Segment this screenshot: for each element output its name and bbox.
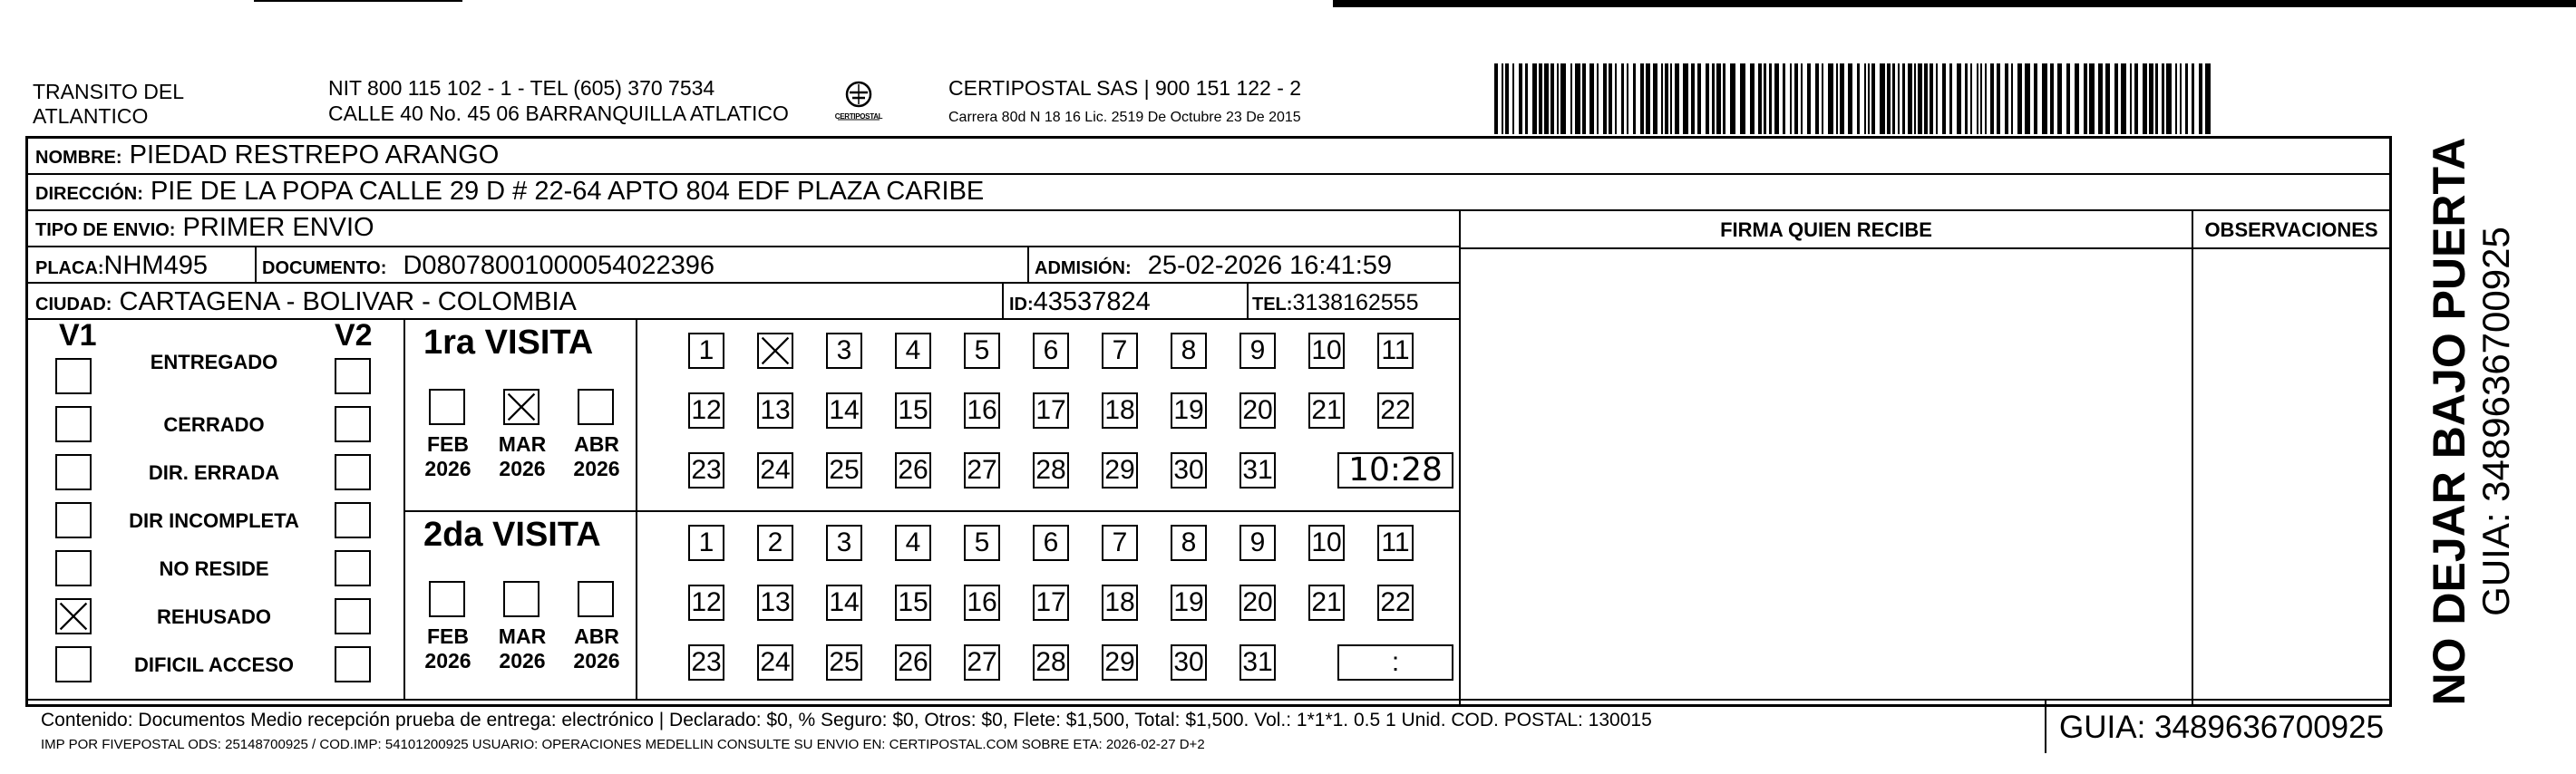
day-checkbox[interactable]: 28: [1033, 644, 1069, 681]
day-checkbox[interactable]: 20: [1239, 585, 1276, 621]
day-checkbox[interactable]: 17: [1033, 392, 1069, 429]
month-name: ABR: [574, 432, 619, 456]
barcode-bar: [2192, 63, 2194, 134]
contenido-line: Contenido: Documentos Medio recepción prueba de entrega: electrónico | Declarado: $0, % Seguro: $0, Otros: $0, Flete: $1,500, Total: $1,500. Vol.: 1*1*1. 0.5 1 Unid. COD. POSTAL: 130015: [41, 710, 1652, 730]
barcode-bar: [2166, 63, 2172, 134]
barcode-bar: [1512, 63, 1514, 134]
tel-value: 3138162555: [1292, 290, 1419, 315]
barcode-bar: [2017, 63, 2022, 134]
day-checkbox[interactable]: 27: [964, 644, 1000, 681]
month-name: ABR: [574, 624, 619, 648]
placa-label: PLACA:: [35, 258, 104, 278]
barcode-bar: [1840, 63, 1844, 134]
month-label: [494, 624, 550, 673]
day-checkbox[interactable]: 7: [1102, 525, 1138, 561]
id-value: 43537824: [1033, 287, 1151, 316]
barcode-bar: [1539, 63, 1542, 134]
license-line: Carrera 80d N 18 16 Lic. 2519 De Octubre 23 De 2015: [948, 110, 1301, 125]
barcode-bar: [2180, 63, 2182, 134]
barcode-bar: [1769, 63, 1772, 134]
barcode-bar: [1560, 63, 1566, 134]
barcode-bar: [1621, 63, 1624, 134]
time-field[interactable]: [1337, 644, 1453, 681]
nombre-row: [28, 139, 2389, 175]
barcode-bar: [2121, 63, 2126, 134]
day-checkbox[interactable]: 14: [826, 392, 862, 429]
day-checkbox[interactable]: 4: [895, 333, 931, 369]
day-checkbox[interactable]: 11: [1377, 525, 1414, 561]
day-checkbox[interactable]: 7: [1102, 333, 1138, 369]
barcode-bar: [1990, 63, 1994, 134]
status-label: DIR. ERRADA: [148, 461, 280, 484]
barcode-bar: [1670, 63, 1672, 134]
month-checkbox[interactable]: [503, 581, 540, 617]
entity-name: TRANSITO DEL ATLANTICO: [33, 80, 184, 128]
month-checkbox[interactable]: [503, 389, 540, 425]
id-divider: [1002, 284, 1004, 320]
status-divider: [403, 320, 405, 699]
barcode-bar: [1807, 63, 1811, 134]
tel-divider: [1247, 284, 1249, 320]
admision-label: ADMISIÓN:: [1035, 258, 1132, 278]
visit-title: 2da VISITA: [423, 516, 601, 554]
top-border-right: [1333, 0, 2576, 7]
barcode-bar: [1930, 63, 1933, 134]
month-label: [569, 432, 625, 481]
month-checkbox[interactable]: [578, 389, 614, 425]
day-checkbox[interactable]: 24: [757, 644, 793, 681]
barcode-bar: [1570, 63, 1572, 134]
ciudad-label: CIUDAD:: [35, 295, 112, 314]
barcode-bar: [1918, 63, 1922, 134]
barcode-bar: [1828, 63, 1833, 134]
barcode-bar: [1887, 63, 1891, 134]
status-v1-checkbox[interactable]: [55, 406, 92, 442]
day-checkbox[interactable]: 19: [1171, 585, 1207, 621]
tipo-row: [28, 211, 1459, 247]
month-checkbox[interactable]: [429, 581, 465, 617]
barcode-bar: [1868, 63, 1870, 134]
entity-nit: NIT 800 115 102 - 1 - TEL (605) 370 7534: [328, 76, 715, 100]
barcode-bar: [1633, 63, 1636, 134]
tel-label: TEL:: [1252, 295, 1293, 314]
documento-label: DOCUMENTO:: [262, 258, 387, 278]
month-name: FEB: [427, 624, 469, 648]
barcode-bar: [1949, 63, 1952, 134]
barcode-bar: [1880, 63, 1885, 134]
barcode-bar: [2005, 63, 2008, 134]
admision-value: 25-02-2026 16:41:59: [1147, 251, 1393, 280]
day-checkbox[interactable]: 13: [757, 585, 793, 621]
documento-cell: [262, 249, 714, 285]
side-guia: GUIA: 3489636700925: [2474, 227, 2517, 616]
day-checkbox[interactable]: 30: [1171, 644, 1207, 681]
month-year: 2026: [424, 457, 471, 480]
month-checkbox[interactable]: [578, 581, 614, 617]
day-checkbox[interactable]: 18: [1102, 585, 1138, 621]
footer-guia-divider: [2045, 699, 2046, 753]
barcode-bar: [2089, 63, 2095, 134]
visit-separator: [403, 510, 1459, 512]
nombre-label: NOMBRE:: [35, 148, 122, 168]
barcode-bar: [1822, 63, 1823, 134]
barcode-bar: [1980, 63, 1982, 134]
day-checkbox[interactable]: 31: [1239, 452, 1276, 489]
observaciones-header: OBSERVACIONES: [2204, 218, 2378, 241]
status-v1-checkbox[interactable]: [55, 454, 92, 490]
barcode-bar: [1603, 63, 1607, 134]
day-checkbox[interactable]: 29: [1102, 452, 1138, 489]
barcode-bar: [2134, 63, 2138, 134]
day-checkbox[interactable]: 10: [1308, 333, 1345, 369]
day-checkbox[interactable]: 31: [1239, 644, 1276, 681]
v2-header: V2: [335, 318, 373, 353]
barcode-bar: [1697, 63, 1701, 134]
status-v1-checkbox[interactable]: [55, 358, 92, 394]
placa-cell: [35, 249, 208, 285]
barcode-bar: [2199, 63, 2202, 134]
day-checkbox[interactable]: 11: [1377, 333, 1414, 369]
barcode-bar: [2042, 63, 2047, 134]
direccion-label: DIRECCIÓN:: [35, 184, 143, 204]
month-year: 2026: [499, 649, 546, 672]
barcode-bar: [1914, 63, 1916, 134]
day-checkbox[interactable]: 25: [826, 644, 862, 681]
barcode-bar: [1794, 63, 1798, 134]
barcode-bar: [1848, 63, 1852, 134]
nombre-value: PIEDAD RESTREPO ARANGO: [129, 140, 500, 169]
entity-address: CALLE 40 No. 45 06 BARRANQUILLA ATLATICO: [328, 102, 789, 125]
barcode-bar: [1691, 63, 1695, 134]
barcode-bar: [2105, 63, 2110, 134]
day-checkbox[interactable]: 29: [1102, 644, 1138, 681]
top-border-left: [254, 0, 462, 2]
time-value: 10:28: [1348, 451, 1443, 489]
placa-value: NHM495: [103, 251, 208, 280]
barcode-bar: [1836, 63, 1838, 134]
day-checkbox[interactable]: 6: [1033, 333, 1069, 369]
time-value: :: [1391, 647, 1400, 677]
status-label: CERRADO: [163, 413, 265, 436]
day-checkbox[interactable]: 13: [757, 392, 793, 429]
firma-header: FIRMA QUIEN RECIBE: [1720, 218, 1932, 241]
barcode-bar: [1902, 63, 1905, 134]
status-label: DIFICIL ACCESO: [133, 653, 294, 676]
day-checkbox[interactable]: 5: [964, 333, 1000, 369]
id-cell: [1009, 285, 1151, 321]
barcode-bar: [2155, 63, 2158, 134]
day-checkbox[interactable]: 12: [688, 585, 724, 621]
barcode-bar: [1936, 63, 1938, 134]
day-checkbox[interactable]: 30: [1171, 452, 1207, 489]
day-checkbox[interactable]: 1: [688, 333, 724, 369]
day-checkbox[interactable]: 21: [1308, 392, 1345, 429]
day-checkbox[interactable]: 3: [826, 333, 862, 369]
barcode-bar: [2011, 63, 2013, 134]
day-checkbox[interactable]: 21: [1308, 585, 1345, 621]
barcode-bar: [1665, 63, 1668, 134]
barcode-bar: [1550, 63, 1554, 134]
barcode-bar: [1646, 63, 1650, 134]
day-checkbox[interactable]: 5: [964, 525, 1000, 561]
barcode-bar: [2205, 63, 2211, 134]
barcode-bar: [2050, 63, 2054, 134]
barcode-bar: [2075, 63, 2079, 134]
month-label: [420, 432, 476, 481]
barcode-bar: [1774, 63, 1779, 134]
barcode-bar: [1627, 63, 1628, 134]
barcode-bar: [2066, 63, 2070, 134]
barcode-bar: [1525, 63, 1528, 134]
barcode-bar: [1730, 63, 1735, 134]
month-name: MAR: [498, 624, 547, 648]
barcode-bar: [1924, 63, 1928, 134]
barcode-bar: [2185, 63, 2188, 134]
day-checkbox[interactable]: 9: [1239, 333, 1276, 369]
status-v2-checkbox[interactable]: [335, 550, 371, 586]
month-name: MAR: [498, 432, 547, 456]
barcode-bar: [1557, 63, 1559, 134]
tipo-label: TIPO DE ENVIO:: [35, 220, 176, 240]
tipo-value: PRIMER ENVIO: [182, 213, 374, 242]
barcode-bar: [1505, 63, 1509, 134]
day-checkbox[interactable]: 22: [1377, 585, 1414, 621]
imp-line: IMP POR FIVEPOSTAL ODS: 25148700925 / COD.IMP: 54101200925 USUARIO: OPERACIONES MEDELLIN CONSULTE SU ENVIO EN: CERTIPOSTAL.COM SOBRE ETA: 2026-02-27 D+2: [41, 737, 1205, 752]
status-v2-checkbox[interactable]: [335, 358, 371, 394]
footer-line: [28, 699, 2389, 701]
obs-left-border: [2192, 211, 2193, 706]
barcode-bar: [1532, 63, 1537, 134]
barcode-bar: [2149, 63, 2153, 134]
day-checkbox[interactable]: 18: [1102, 392, 1138, 429]
day-checkbox[interactable]: 26: [895, 452, 931, 489]
logo-text: CERTIPOSTAL: [834, 112, 883, 121]
status-label: ENTREGADO: [150, 351, 278, 373]
day-checkbox[interactable]: 19: [1171, 392, 1207, 429]
day-checkbox[interactable]: [757, 333, 793, 369]
day-checkbox[interactable]: 26: [895, 644, 931, 681]
day-checkbox[interactable]: 8: [1171, 525, 1207, 561]
barcode-bar: [1857, 63, 1860, 134]
barcode-bar: [2162, 63, 2164, 134]
ciudad-value: CARTAGENA - BOLIVAR - COLOMBIA: [119, 287, 577, 316]
barcode-bar: [1977, 63, 1978, 134]
barcode-bar: [1609, 63, 1612, 134]
firma-area[interactable]: [1463, 251, 2188, 704]
barcode-bar: [2057, 63, 2062, 134]
admision-cell: [1035, 249, 1392, 285]
barcode-bar: [1653, 63, 1657, 134]
visit-divider: [636, 320, 637, 699]
direccion-value: PIE DE LA POPA CALLE 29 D # 22-64 APTO 804 EDF PLAZA CARIBE: [150, 177, 985, 206]
admision-divider: [1027, 247, 1029, 284]
day-checkbox[interactable]: 22: [1377, 392, 1414, 429]
barcode-bar: [2130, 63, 2132, 134]
id-label: ID:: [1009, 295, 1034, 314]
barcode-bar: [1815, 63, 1819, 134]
status-v2-checkbox[interactable]: [335, 598, 371, 634]
barcode-bar: [2034, 63, 2037, 134]
day-checkbox[interactable]: 28: [1033, 452, 1069, 489]
day-checkbox[interactable]: 16: [964, 585, 1000, 621]
barcode-bar: [1706, 63, 1709, 134]
day-checkbox[interactable]: 9: [1239, 525, 1276, 561]
day-checkbox[interactable]: 27: [964, 452, 1000, 489]
direccion-row: [28, 175, 2389, 211]
month-year: 2026: [573, 457, 620, 480]
barcode-bar: [1716, 63, 1721, 134]
barcode-bar: [1892, 63, 1895, 134]
barcode-bar: [1502, 63, 1503, 134]
barcode-bar: [1801, 63, 1803, 134]
barcode-bar: [1898, 63, 1900, 134]
barcode-bar: [1942, 63, 1946, 134]
barcode-bar: [1661, 63, 1663, 134]
month-name: FEB: [427, 432, 469, 456]
status-label: DIR INCOMPLETA: [129, 509, 299, 532]
barcode-bar: [1575, 63, 1580, 134]
barcode-bar: [2025, 63, 2030, 134]
barcode-bar: [1740, 63, 1745, 134]
barcode-bar: [1997, 63, 2000, 134]
month-year: 2026: [573, 649, 620, 672]
barcode-bar: [1965, 63, 1968, 134]
month-label: [569, 624, 625, 673]
barcode-bar: [1683, 63, 1688, 134]
day-checkbox[interactable]: 1: [688, 525, 724, 561]
barcode-bar: [1957, 63, 1961, 134]
day-checkbox[interactable]: 14: [826, 585, 862, 621]
status-v2-checkbox[interactable]: [335, 406, 371, 442]
barcode-bar: [1764, 63, 1766, 134]
barcode-bar: [1871, 63, 1875, 134]
barcode-bar: [1615, 63, 1617, 134]
certipostal-logo: [832, 76, 885, 129]
barcode-bar: [1985, 63, 1987, 134]
footer-guia: GUIA: 3489636700925: [2059, 710, 2385, 745]
placa-divider: [255, 247, 257, 284]
status-v1-checkbox[interactable]: [55, 550, 92, 586]
day-checkbox[interactable]: 2: [757, 525, 793, 561]
barcode-bar: [1582, 63, 1586, 134]
side-text: [2398, 127, 2543, 716]
documento-value: D08078001000054022396: [403, 251, 714, 280]
firma-header-line: [1459, 247, 2389, 249]
barcode-bar: [1675, 63, 1679, 134]
day-checkbox[interactable]: 12: [688, 392, 724, 429]
day-checkbox[interactable]: 6: [1033, 525, 1069, 561]
day-checkbox[interactable]: 23: [688, 644, 724, 681]
barcode-bar: [1544, 63, 1549, 134]
ciudad-cell: [35, 285, 577, 321]
observaciones-area[interactable]: [2195, 251, 2387, 704]
barcode-bar: [1589, 63, 1594, 134]
day-checkbox[interactable]: 15: [895, 392, 931, 429]
barcode-bar: [1783, 63, 1785, 134]
day-checkbox[interactable]: 17: [1033, 585, 1069, 621]
day-checkbox[interactable]: 20: [1239, 392, 1276, 429]
barcode-bar: [1970, 63, 1972, 134]
barcode-bar: [2143, 63, 2147, 134]
month-year: 2026: [424, 649, 471, 672]
status-v1-checkbox[interactable]: [55, 502, 92, 538]
v1-header: V1: [59, 318, 97, 353]
month-label: [420, 624, 476, 673]
visit-title: 1ra VISITA: [423, 324, 594, 362]
side-warning: NO DEJAR BAJO PUERTA: [2424, 137, 2474, 706]
status-v2-checkbox[interactable]: [335, 646, 371, 682]
delivery-form: [25, 136, 2392, 752]
barcode-bar: [1758, 63, 1762, 134]
day-checkbox[interactable]: 15: [895, 585, 931, 621]
tel-cell: [1252, 285, 1418, 321]
status-v2-checkbox[interactable]: [335, 502, 371, 538]
barcode-bar: [1640, 63, 1644, 134]
month-label: [494, 432, 550, 481]
firma-left-border: [1459, 211, 1461, 706]
barcode-bar: [2084, 63, 2087, 134]
barcode-bar: [1723, 63, 1725, 134]
barcode-bar: [1750, 63, 1755, 134]
barcode-bar: [1597, 63, 1599, 134]
barcode-bar: [1712, 63, 1715, 134]
day-checkbox[interactable]: 4: [895, 525, 931, 561]
company-line: CERTIPOSTAL SAS | 900 151 122 - 2: [948, 76, 1302, 100]
barcode: [1494, 63, 2218, 134]
status-label: NO RESIDE: [159, 557, 269, 580]
barcode-bar: [1864, 63, 1866, 134]
day-checkbox[interactable]: 25: [826, 452, 862, 489]
status-label: REHUSADO: [157, 605, 271, 628]
status-v1-checkbox[interactable]: [55, 598, 92, 634]
month-year: 2026: [499, 457, 546, 480]
status-v1-checkbox[interactable]: [55, 646, 92, 682]
barcode-bar: [1519, 63, 1522, 134]
day-checkbox[interactable]: 24: [757, 452, 793, 489]
day-checkbox[interactable]: 23: [688, 452, 724, 489]
day-checkbox[interactable]: 3: [826, 525, 862, 561]
day-checkbox[interactable]: 8: [1171, 333, 1207, 369]
barcode-bar: [1790, 63, 1792, 134]
time-field[interactable]: [1337, 452, 1453, 489]
day-checkbox[interactable]: 16: [964, 392, 1000, 429]
month-checkbox[interactable]: [429, 389, 465, 425]
barcode-bar: [2114, 63, 2118, 134]
day-checkbox[interactable]: 10: [1308, 525, 1345, 561]
status-v2-checkbox[interactable]: [335, 454, 371, 490]
barcode-bar: [1908, 63, 1912, 134]
barcode-bar: [2175, 63, 2177, 134]
certipostal-logo-icon: [832, 76, 885, 129]
barcode-bar: [1494, 63, 1498, 134]
barcode-bar: [2098, 63, 2103, 134]
